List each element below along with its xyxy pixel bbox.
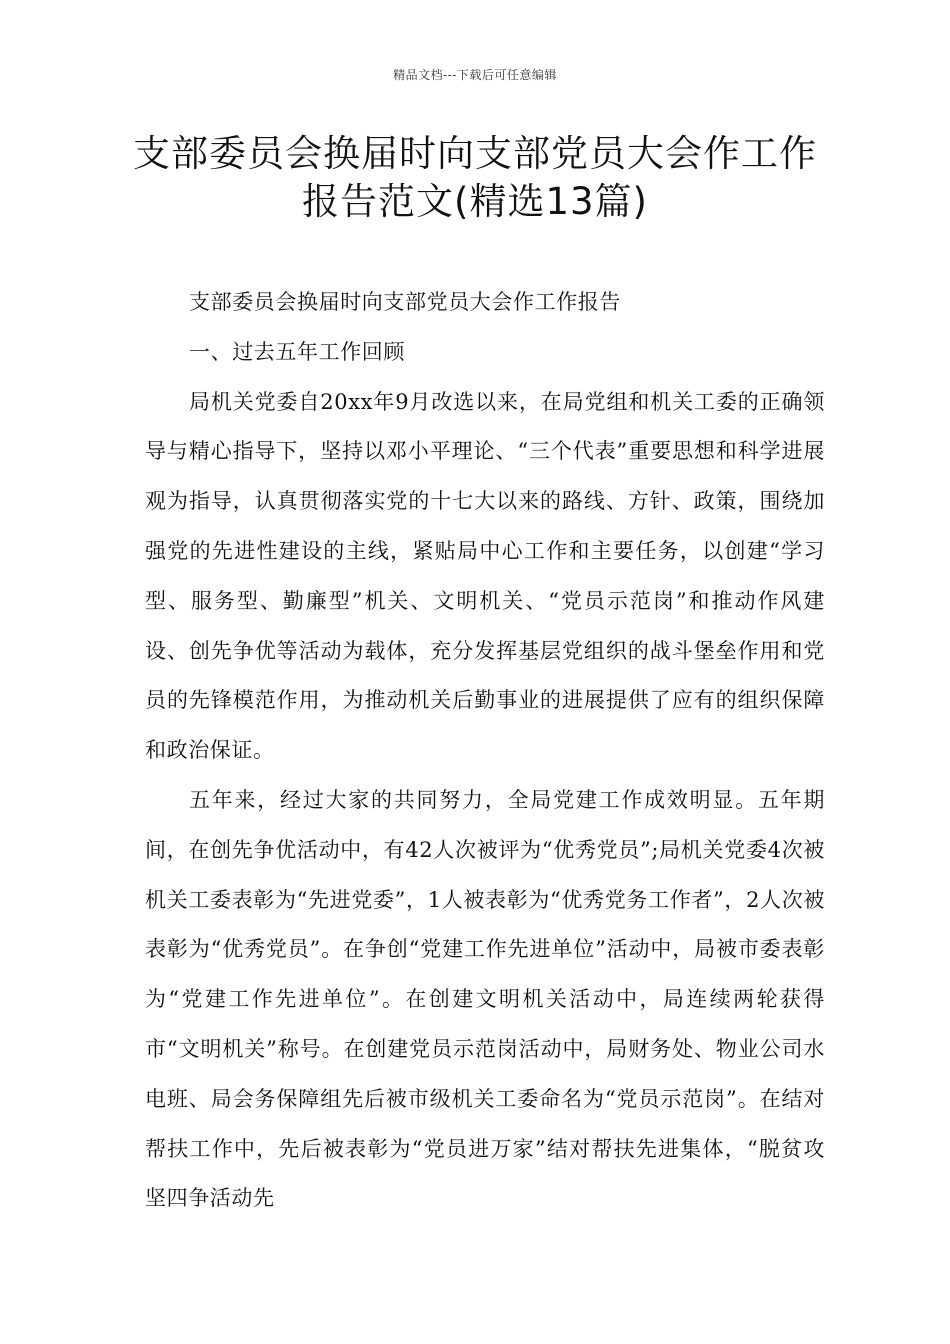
paragraph-achievements: 五年来，经过大家的共同努力，全局党建工作成效明显。五年期间，在创先争优活动中，有42人次被评为“优秀党员”;局机关党委4次被机关工委表彰为“先进党委”，1人被表彰为“优秀党务工作者”，2人次被表彰为“优秀党员”。在争创“党建工作先进单位”活动中，局被市委表彰为“党建工作先进单位”。在创建文明机关活动中，局连续两轮获得市“文明机关”称号。在创建党员示范岗活动中，局财务处、物业公司水电班、局会务保障组先后被市级机关工委命名为“党员示范岗”。在结对帮扶工作中，先后被表彰为“党员进万家”结对帮扶先进集体，“脱贫攻坚四争活动先	[145, 787, 825, 1211]
paragraph-section-heading: 一、过去五年工作回顾	[189, 339, 405, 364]
document-body	[145, 278, 825, 1224]
paragraph-subtitle: 支部委员会换届时向支部党员大会作工作报告	[189, 290, 621, 314]
page-header: 精品文档---下载后可任意编辑	[393, 68, 557, 82]
document-title: 支部委员会换届时向支部党员大会作工作报告范文(精选13篇)	[133, 132, 817, 223]
paragraph-review-intro: 局机关党委自20xx年9月改选以来，在局党组和机关工委的正确领导与精心指导下，坚持以邓小平理论、“三个代表”重要思想和科学进展观为指导，认真贯彻落实党的十七大以来的路线、方针、政策，围绕加强党的先进性建设的主线，紧贴局中心工作和主要任务，以创建“学习型、服务型、勤廉型”机关、文明机关、“党员示范岗”和推动作风建设、创先争优等活动为载体，充分发挥基层党组织的战斗堡垒作用和党员的先锋模范作用，为推动机关后勤事业的进展提供了应有的组织保障和政治保证。	[145, 389, 825, 763]
